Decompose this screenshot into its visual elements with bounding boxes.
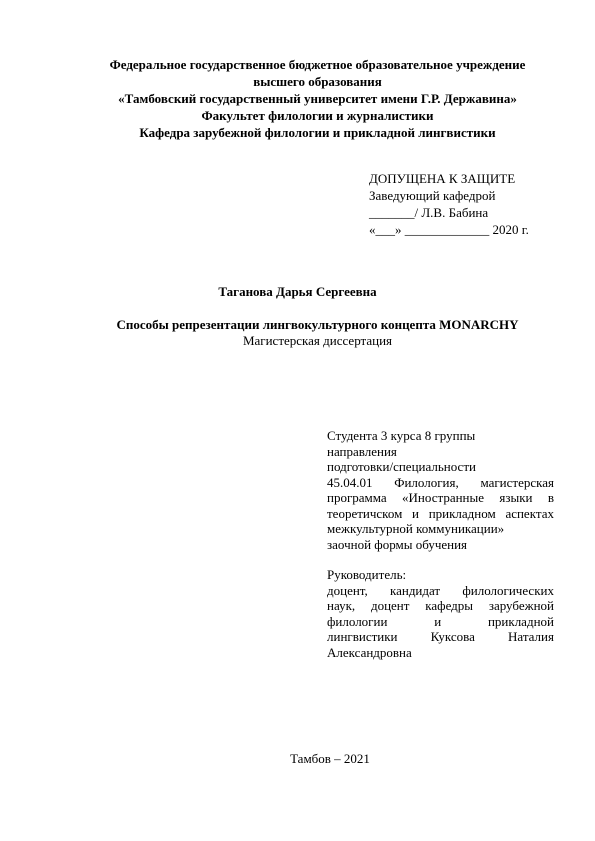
approval-line: _______/ Л.В. Бабина <box>369 205 489 220</box>
approval-line: Заведующий кафедрой <box>369 188 496 203</box>
word: и <box>412 505 419 521</box>
spacer <box>327 552 554 567</box>
author-name: Таганова Дарья Сергеевна <box>218 284 377 299</box>
supervisor-line <box>327 598 554 614</box>
word: Филология, <box>394 474 459 490</box>
supervisor-line <box>327 583 554 599</box>
word: «Иностранные <box>402 490 485 505</box>
header-line: Факультет филологии и журналистики <box>201 108 434 123</box>
approval-line: «___» _____________ 2020 г. <box>369 222 529 237</box>
word: кафедры <box>425 598 474 613</box>
word: наук, <box>327 598 356 613</box>
header-line: Федеральное государственное бюджетное образовательное учреждение <box>109 57 526 72</box>
student-line: межкультурной коммуникации» <box>327 521 505 536</box>
student-line: направления <box>327 443 397 459</box>
institution-header <box>60 56 575 141</box>
supervisor-line <box>327 614 554 630</box>
student-line <box>327 490 554 506</box>
student-info <box>327 428 554 660</box>
word: языки <box>499 490 533 505</box>
approval-block <box>369 170 569 238</box>
word: лингвистики <box>327 629 398 644</box>
student-line: подготовки/специальности <box>327 459 476 474</box>
header-line: Кафедра зарубежной филологии и прикладной лингвистики <box>139 125 496 140</box>
supervisor-line: Александровна <box>327 644 412 660</box>
header-line: «Тамбовский государственный университет имени Г.Р. Державина» <box>118 91 517 106</box>
word: доцент, <box>327 582 368 598</box>
word: кандидат <box>389 582 441 598</box>
supervisor-heading: Руководитель: <box>327 567 407 582</box>
city-year: Тамбов – 2021 <box>290 751 370 766</box>
word: теоретичском <box>327 505 403 521</box>
supervisor-line <box>327 629 554 645</box>
word: прикладном <box>428 505 496 521</box>
word: Куксова <box>430 629 475 644</box>
word: филологии <box>327 613 388 629</box>
thesis-title: Способы репрезентации лингвокультурного концепта MONARCHY <box>116 317 519 332</box>
word: филологических <box>462 582 554 598</box>
word: в <box>547 490 554 505</box>
header-line: высшего образования <box>253 74 382 89</box>
word: программа <box>327 490 387 505</box>
word: 45.04.01 <box>327 474 373 490</box>
word: и <box>434 613 442 629</box>
student-line <box>327 475 554 491</box>
word: зарубежной <box>488 598 554 613</box>
approval-line: ДОПУЩЕНА К ЗАЩИТЕ <box>369 171 516 186</box>
word: аспектах <box>505 505 554 521</box>
word: Наталия <box>508 629 554 644</box>
word: магистерская <box>480 474 554 490</box>
word: прикладной <box>487 613 554 629</box>
thesis-type: Магистерская диссертация <box>242 333 393 348</box>
student-line: Студента 3 курса 8 группы <box>327 428 476 443</box>
student-line: заочной формы обучения <box>327 536 468 552</box>
student-line <box>327 506 554 522</box>
word: доцент <box>370 598 410 613</box>
